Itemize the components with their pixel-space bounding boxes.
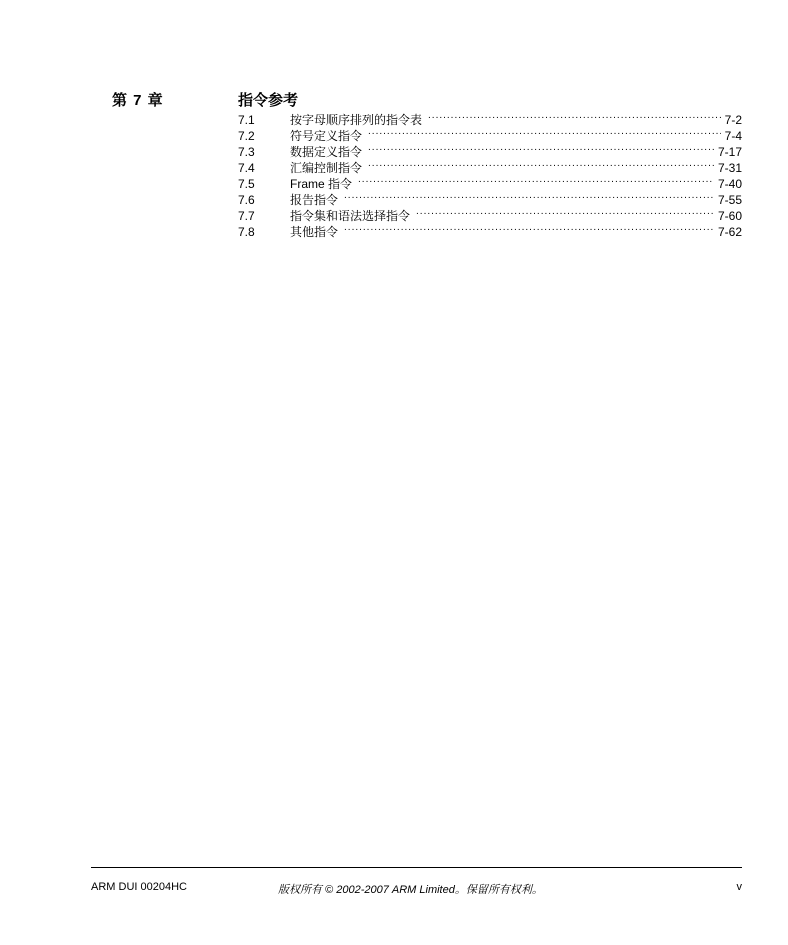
toc-page-number: 7-60 <box>717 209 742 223</box>
toc-section-number: 7.2 <box>238 129 255 143</box>
toc-dot-leader <box>368 140 714 156</box>
toc-section-title: 汇编控制指令 <box>290 161 363 175</box>
chapter-title: 指令参考 <box>238 92 299 109</box>
toc-page-number: 7-40 <box>717 177 742 191</box>
toc-section-title: 数据定义指令 <box>290 145 363 159</box>
toc-page-number: 7-55 <box>717 193 742 207</box>
toc-section-number: 7.6 <box>238 193 255 207</box>
toc-dot-leader <box>368 156 714 172</box>
toc-section-number: 7.3 <box>238 145 255 159</box>
toc-page-number: 7-31 <box>717 161 742 175</box>
footer-doc-id: ARM DUI 00204HC <box>91 881 187 893</box>
toc-section-title: 其他指令 <box>290 225 339 239</box>
toc-section-number: 7.4 <box>238 161 255 175</box>
toc-section-number: 7.7 <box>238 209 255 223</box>
toc-section-title: 报告指令 <box>290 193 339 207</box>
toc-page-number: 7-4 <box>724 129 742 143</box>
toc-page-number: 7-17 <box>717 145 742 159</box>
toc-dot-leader <box>358 172 714 188</box>
toc-page-number: 7-62 <box>717 225 742 239</box>
footer-page-number: v <box>736 881 742 893</box>
toc-dot-leader <box>344 220 714 236</box>
toc-dot-leader <box>344 188 714 204</box>
toc-dot-leader <box>368 124 721 140</box>
chapter-label: 第 7 章 <box>112 92 164 109</box>
table-of-contents <box>238 108 742 239</box>
toc-dot-leader <box>428 108 721 124</box>
toc-section-number: 7.1 <box>238 113 255 127</box>
toc-section-number: 7.5 <box>238 177 255 191</box>
footer-copyright: 版权所有 © 2002-2007 ARM Limited。保留所有权利。 <box>278 884 543 896</box>
toc-section-title: Frame 指令 <box>290 177 353 191</box>
toc-entry[interactable] <box>238 108 742 127</box>
toc-section-title: 按字母顺序排列的指令表 <box>290 113 423 127</box>
footer-divider <box>91 867 742 868</box>
toc-dot-leader <box>416 204 714 220</box>
toc-section-title: 符号定义指令 <box>290 129 363 143</box>
toc-section-number: 7.8 <box>238 225 255 239</box>
toc-page-number: 7-2 <box>724 113 742 127</box>
toc-section-title: 指令集和语法选择指令 <box>290 209 411 223</box>
